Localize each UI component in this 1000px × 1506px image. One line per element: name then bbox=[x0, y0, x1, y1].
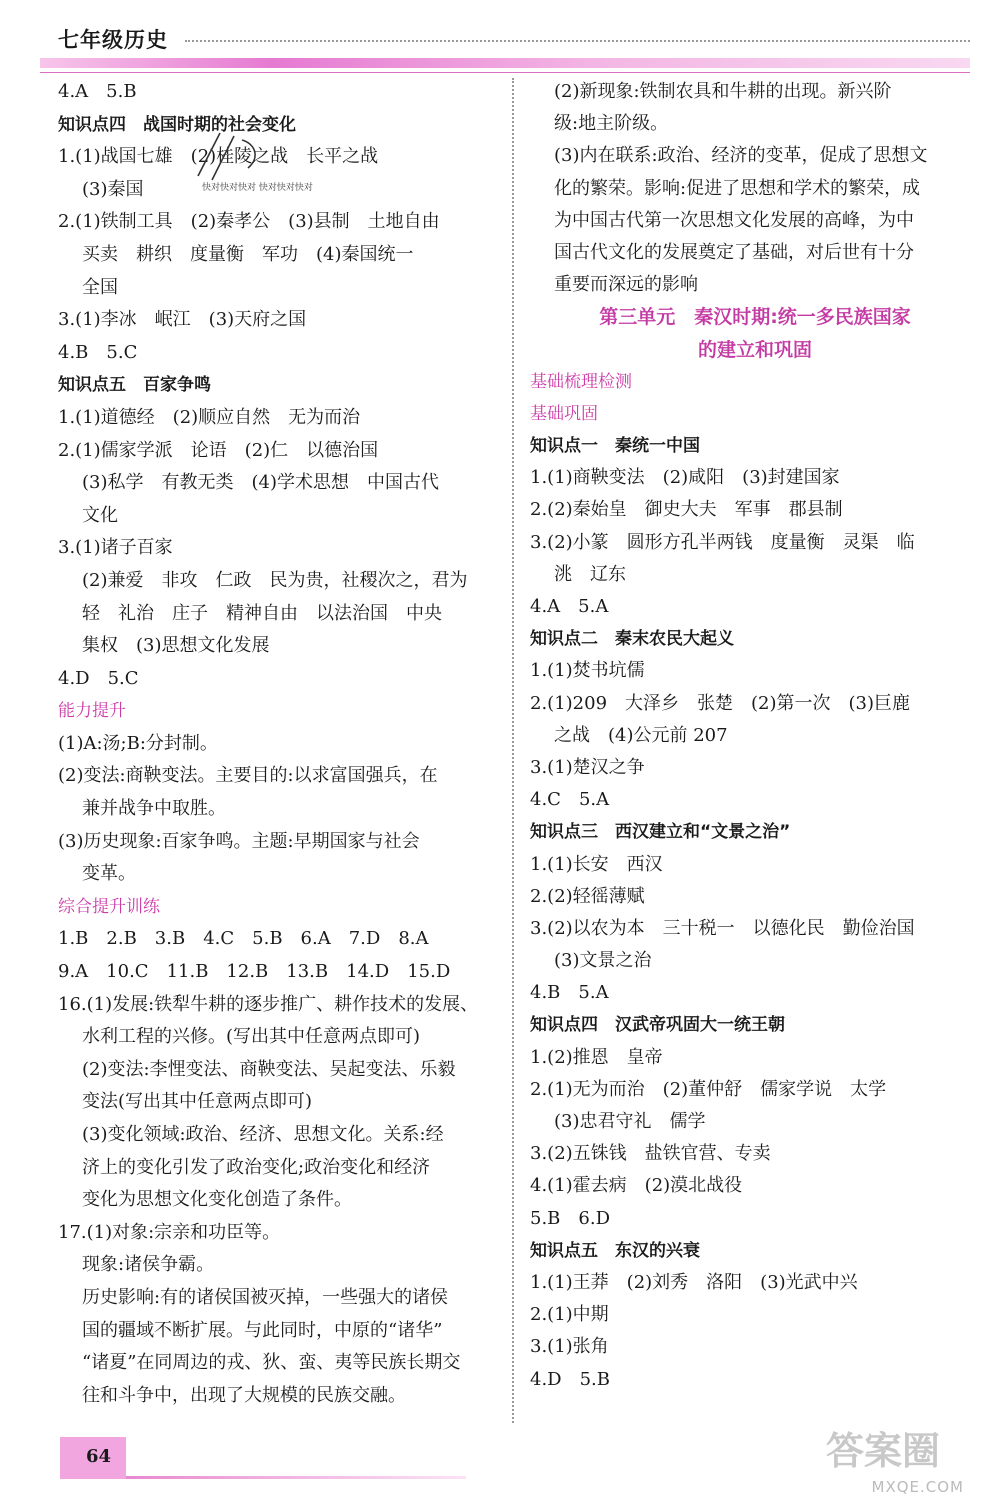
right-section-heading: 知识点一 秦统一中国 bbox=[530, 436, 700, 457]
right-column bbox=[530, 76, 970, 1396]
left-answer-line: “诸夏”在同周边的戎、狄、蛮、夷等民族长期交 bbox=[82, 1352, 461, 1374]
right-answer-line: 5.B 6.D bbox=[530, 1207, 611, 1229]
left-answer-line: 国的疆域不断扩展。与此同时，中原的“诸华” bbox=[82, 1319, 443, 1341]
left-answer-line: 2.(1)铁制工具 (2)秦孝公 (3)县制 土地自由 bbox=[58, 211, 440, 233]
right-answer-line: 国古代文化的发展奠定了基础，对后世有十分 bbox=[554, 241, 914, 263]
left-answer-line: 济上的变化引发了政治变化;政治变化和经济 bbox=[82, 1156, 431, 1178]
right-answer-line: 2.(1)中期 bbox=[530, 1304, 609, 1326]
left-subsection-label: 能力提升 bbox=[58, 701, 126, 722]
right-answer-line: 化的繁荣。影响:促进了思想和学术的繁荣，成 bbox=[554, 177, 921, 199]
right-unit-title: 第三单元 秦汉时期:统一多民族国家 bbox=[599, 306, 911, 329]
right-answer-line: 4.D 5.B bbox=[530, 1368, 611, 1390]
right-answer-line: 4.B 5.A bbox=[530, 982, 609, 1004]
right-unit-title: 的建立和巩固 bbox=[697, 338, 812, 361]
left-answer-line: 1.(1)道德经 (2)顺应自然 无为而治 bbox=[58, 406, 361, 428]
right-answer-line: 2.(1)无为而治 (2)董仲舒 儒家学说 太学 bbox=[530, 1078, 887, 1100]
right-section-heading: 知识点三 西汉建立和“文景之治” bbox=[530, 822, 791, 843]
watermark-url: MXQE.COM bbox=[871, 1478, 964, 1496]
right-answer-line: 2.(2)轻徭薄赋 bbox=[530, 885, 645, 907]
header-band bbox=[40, 58, 970, 68]
left-answer-line: 4.B 5.C bbox=[58, 341, 138, 363]
right-answer-line: 1.(1)王莽 (2)刘秀 洛阳 (3)光武中兴 bbox=[530, 1271, 858, 1293]
handwritten-note: 快对快对快对 快对快对快对 bbox=[202, 183, 313, 193]
right-answer-line: 洮 辽东 bbox=[554, 563, 626, 585]
page-number: 64 bbox=[86, 1446, 112, 1467]
right-answer-line: (3)文景之治 bbox=[554, 950, 652, 972]
handwritten-scribble bbox=[190, 128, 313, 208]
right-answer-line: 1.(1)焚书坑儒 bbox=[530, 660, 645, 682]
column-divider bbox=[512, 78, 514, 1423]
left-answer-line: 历史影响:有的诸侯国被灭掉，一些强大的诸侯 bbox=[82, 1286, 449, 1308]
left-section-heading: 知识点四 战国时期的社会变化 bbox=[58, 114, 296, 135]
left-answer-line: 现象:诸侯争霸。 bbox=[82, 1254, 215, 1276]
left-answer-line: 变化为思想文化变化创造了条件。 bbox=[82, 1189, 352, 1211]
right-section-heading: 知识点四 汉武帝巩固大一统王朝 bbox=[530, 1015, 785, 1036]
right-answer-line: 1.(1)商鞅变法 (2)咸阳 (3)封建国家 bbox=[530, 467, 840, 489]
left-answer-line: (2)兼爱 非攻 仁政 民为贵，社稷次之，君为 bbox=[82, 569, 468, 591]
right-answer-line: 重要而深远的影响 bbox=[554, 274, 698, 296]
left-answer-line: (2)变法:商鞅变法。主要目的:以求富国强兵，在 bbox=[58, 765, 438, 787]
left-answer-line: 17.(1)对象:宗亲和功臣等。 bbox=[58, 1221, 281, 1243]
left-answer-line: 16.(1)发展:铁犁牛耕的逐步推广、耕作技术的发展、 bbox=[58, 993, 479, 1015]
header-band-line bbox=[40, 72, 970, 73]
left-answer-line: 集权 (3)思想文化发展 bbox=[82, 635, 270, 657]
right-answer-line: 4.(1)霍去病 (2)漠北战役 bbox=[530, 1175, 743, 1197]
left-answer-line: 1.B 2.B 3.B 4.C 5.B 6.A 7.D 8.A bbox=[58, 928, 429, 950]
right-answer-line: 3.(2)小篆 圆形方孔半两钱 度量衡 灵渠 临 bbox=[530, 531, 915, 553]
right-answer-line: 4.C 5.A bbox=[530, 789, 610, 811]
right-answer-line: 1.(1)长安 西汉 bbox=[530, 853, 663, 875]
left-answer-line: (3)私学 有教无类 (4)学术思想 中国古代 bbox=[82, 472, 439, 494]
right-answer-line: (2)新现象:铁制农具和牛耕的出现。新兴阶 bbox=[554, 81, 892, 102]
right-answer-line: 3.(1)楚汉之争 bbox=[530, 756, 645, 778]
left-answer-line: 文化 bbox=[82, 504, 118, 526]
left-answer-line: (3)历史现象:百家争鸣。主题:早期国家与社会 bbox=[58, 830, 420, 852]
footer-line bbox=[126, 1476, 466, 1479]
right-answer-line: (3)内在联系:政治、经济的变革，促成了思想文 bbox=[554, 145, 928, 167]
header-title: 七年级历史 bbox=[58, 28, 168, 52]
left-answer-line: 买卖 耕织 度量衡 军功 (4)秦国统一 bbox=[82, 243, 414, 265]
left-answer-line: 轻 礼治 庄子 精神自由 以法治国 中央 bbox=[82, 602, 442, 624]
right-answer-line: 3.(2)以农为本 三十税一 以德化民 勤俭治国 bbox=[530, 917, 915, 939]
right-answer-line: 4.A 5.A bbox=[530, 596, 609, 617]
left-answer-line: 4.D 5.C bbox=[58, 667, 139, 689]
left-answer-line: 兼并战争中取胜。 bbox=[82, 798, 226, 820]
right-answer-line: 3.(2)五铢钱 盐铁官营、专卖 bbox=[530, 1143, 771, 1165]
right-answer-line: 3.(1)张角 bbox=[530, 1336, 609, 1358]
left-subsection-label: 综合提升训练 bbox=[58, 896, 160, 917]
left-answer-line: 4.A 5.B bbox=[58, 81, 137, 102]
left-answer-line: (1)A:汤;B:分封制。 bbox=[58, 732, 218, 754]
left-answer-line: 3.(1)诸子百家 bbox=[58, 537, 173, 559]
left-answer-line: 9.A 10.C 11.B 12.B 13.B 14.D 15.D bbox=[58, 961, 451, 983]
right-answer-line: 为中国古代第一次思想文化发展的高峰，为中 bbox=[554, 209, 914, 231]
left-answer-line: 全国 bbox=[82, 276, 118, 298]
left-answer-line: (3)变化领域:政治、经济、思想文化。关系:经 bbox=[82, 1124, 444, 1145]
right-section-heading: 知识点二 秦末农民大起义 bbox=[530, 629, 734, 650]
right-answer-line: 2.(1)209 大泽乡 张楚 (2)第一次 (3)巨鹿 bbox=[530, 692, 911, 714]
left-column bbox=[58, 76, 508, 1412]
left-answer-line: 1.(1)战国七雄 (2)桂陵之战 长平之战 bbox=[58, 146, 379, 168]
right-answer-line: 1.(2)推恩 皇帝 bbox=[530, 1046, 663, 1068]
left-answer-line: 3.(1)李冰 岷江 (3)天府之国 bbox=[58, 309, 307, 331]
right-answer-line: 之战 (4)公元前 207 bbox=[554, 724, 728, 746]
right-answer-line: 级:地主阶级。 bbox=[554, 113, 669, 135]
left-answer-line: (3)秦国 bbox=[82, 178, 144, 200]
left-answer-line: 变法(写出其中任意两点即可) bbox=[82, 1091, 313, 1113]
left-section-heading: 知识点五 百家争鸣 bbox=[58, 375, 211, 396]
right-subsection-label: 基础巩固 bbox=[530, 403, 598, 424]
left-answer-line: 2.(1)儒家学派 论语 (2)仁 以德治国 bbox=[58, 439, 379, 461]
left-answer-line: 往和斗争中，出现了大规模的民族交融。 bbox=[82, 1384, 406, 1406]
left-answer-line: (2)变法:李悝变法、商鞅变法、吴起变法、乐毅 bbox=[82, 1058, 456, 1080]
right-answer-line: (3)忠君守礼 儒学 bbox=[554, 1111, 706, 1132]
watermark-logo-text: 答案圈 bbox=[826, 1429, 941, 1473]
right-subsection-label: 基础梳理检测 bbox=[530, 371, 632, 392]
left-answer-line: 水利工程的兴修。(写出其中任意两点即可) bbox=[82, 1026, 421, 1048]
right-section-heading: 知识点五 东汉的兴衰 bbox=[530, 1240, 700, 1261]
left-answer-line: 变革。 bbox=[82, 863, 136, 885]
header-dotted-rule bbox=[185, 40, 970, 42]
right-answer-line: 2.(2)秦始皇 御史大夫 军事 郡县制 bbox=[530, 499, 843, 521]
